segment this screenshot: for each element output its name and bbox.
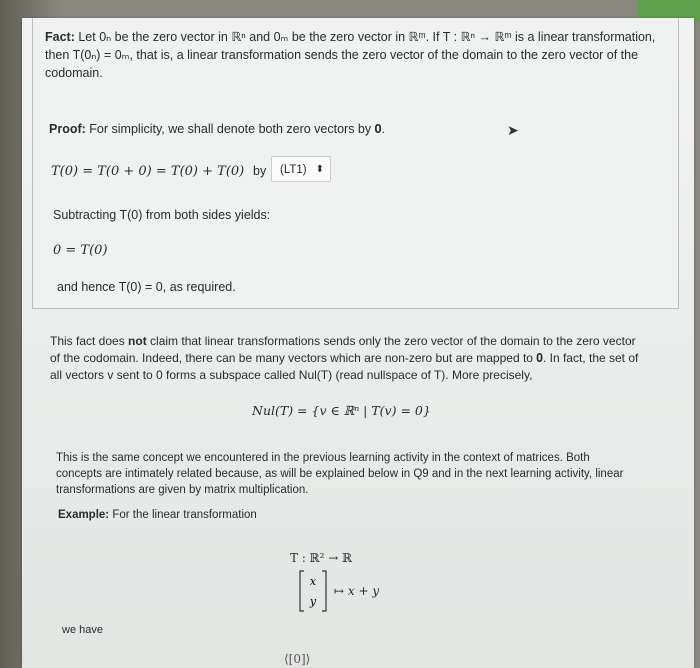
nullspace-definition: Nul(T) = {v ∈ ℝⁿ | T(v) = 0} bbox=[252, 403, 431, 418]
fact-text: Let 0ₙ be the zero vector in ℝⁿ and 0ₘ be the zero vector in ℝᵐ. If T : ℝⁿ → ℝᵐ is a linear transformation, then T(0ₙ) = 0ₘ, that is, a linear transformation sends the zero vector of the domain to the zero vector of the codomain. bbox=[45, 30, 656, 80]
conclusion: and hence T(0) = 0, as required. bbox=[57, 280, 236, 294]
fact-label: Fact: bbox=[45, 30, 75, 44]
document-page bbox=[22, 18, 694, 668]
example-label: Example: bbox=[58, 509, 110, 521]
nullspace-paragraph bbox=[50, 333, 640, 384]
vector-x: x bbox=[309, 575, 317, 588]
mouse-cursor-icon: ➤ bbox=[507, 122, 519, 138]
equation-additivity: T(0) = T(0 + 0) = T(0) + T(0) bbox=[51, 164, 245, 179]
para2-text1: This fact does bbox=[50, 334, 129, 348]
by-label: by bbox=[253, 164, 267, 178]
column-vector bbox=[298, 569, 328, 613]
fact-proof-box bbox=[32, 18, 679, 309]
proof-label: Proof: bbox=[49, 122, 86, 136]
matrices-paragraph: This is the same concept we encountered in the previous learning activity in the context of matrices. Both concepts are intimately related because, as will be explained below in Q9 and in the next learning activity, linear transformations are given by matrix multiplication. bbox=[56, 452, 624, 496]
example-text: For the linear transformation bbox=[112, 509, 257, 521]
para2-text2: claim that linear transformations sends only the zero vector of the domain to the zero vector of the codomain. Indeed, there can be many vectors which are non-zero but are mapped to 𝟎. In fact, the set of all vectors v sent to 0 forms a subspace called Nul(T) (read nullspace of T). More precisely, bbox=[50, 334, 639, 382]
proof-text: For simplicity, we shall denote both zero vectors by 𝟎. bbox=[89, 122, 386, 136]
justification-select-value: (LT1) bbox=[280, 164, 307, 176]
equation-zero: 0 = T(0) bbox=[53, 243, 108, 258]
we-have-text: we have bbox=[62, 624, 103, 636]
fact-statement bbox=[45, 28, 665, 82]
justification-select[interactable] bbox=[271, 156, 331, 182]
proof-intro bbox=[49, 122, 385, 137]
chevron-updown-icon: ⬍ bbox=[315, 164, 324, 175]
vector-y: y bbox=[309, 595, 317, 608]
para2-not: not bbox=[128, 334, 147, 348]
cut-off-math: ⟨[0]⟩ bbox=[284, 652, 311, 666]
subtract-statement: Subtracting T(0) from both sides yields: bbox=[53, 208, 271, 222]
mapsto-expression: ↦ x + y bbox=[334, 584, 380, 598]
example-line bbox=[58, 509, 257, 521]
transformation-signature: T : ℝ² → ℝ bbox=[290, 551, 353, 565]
